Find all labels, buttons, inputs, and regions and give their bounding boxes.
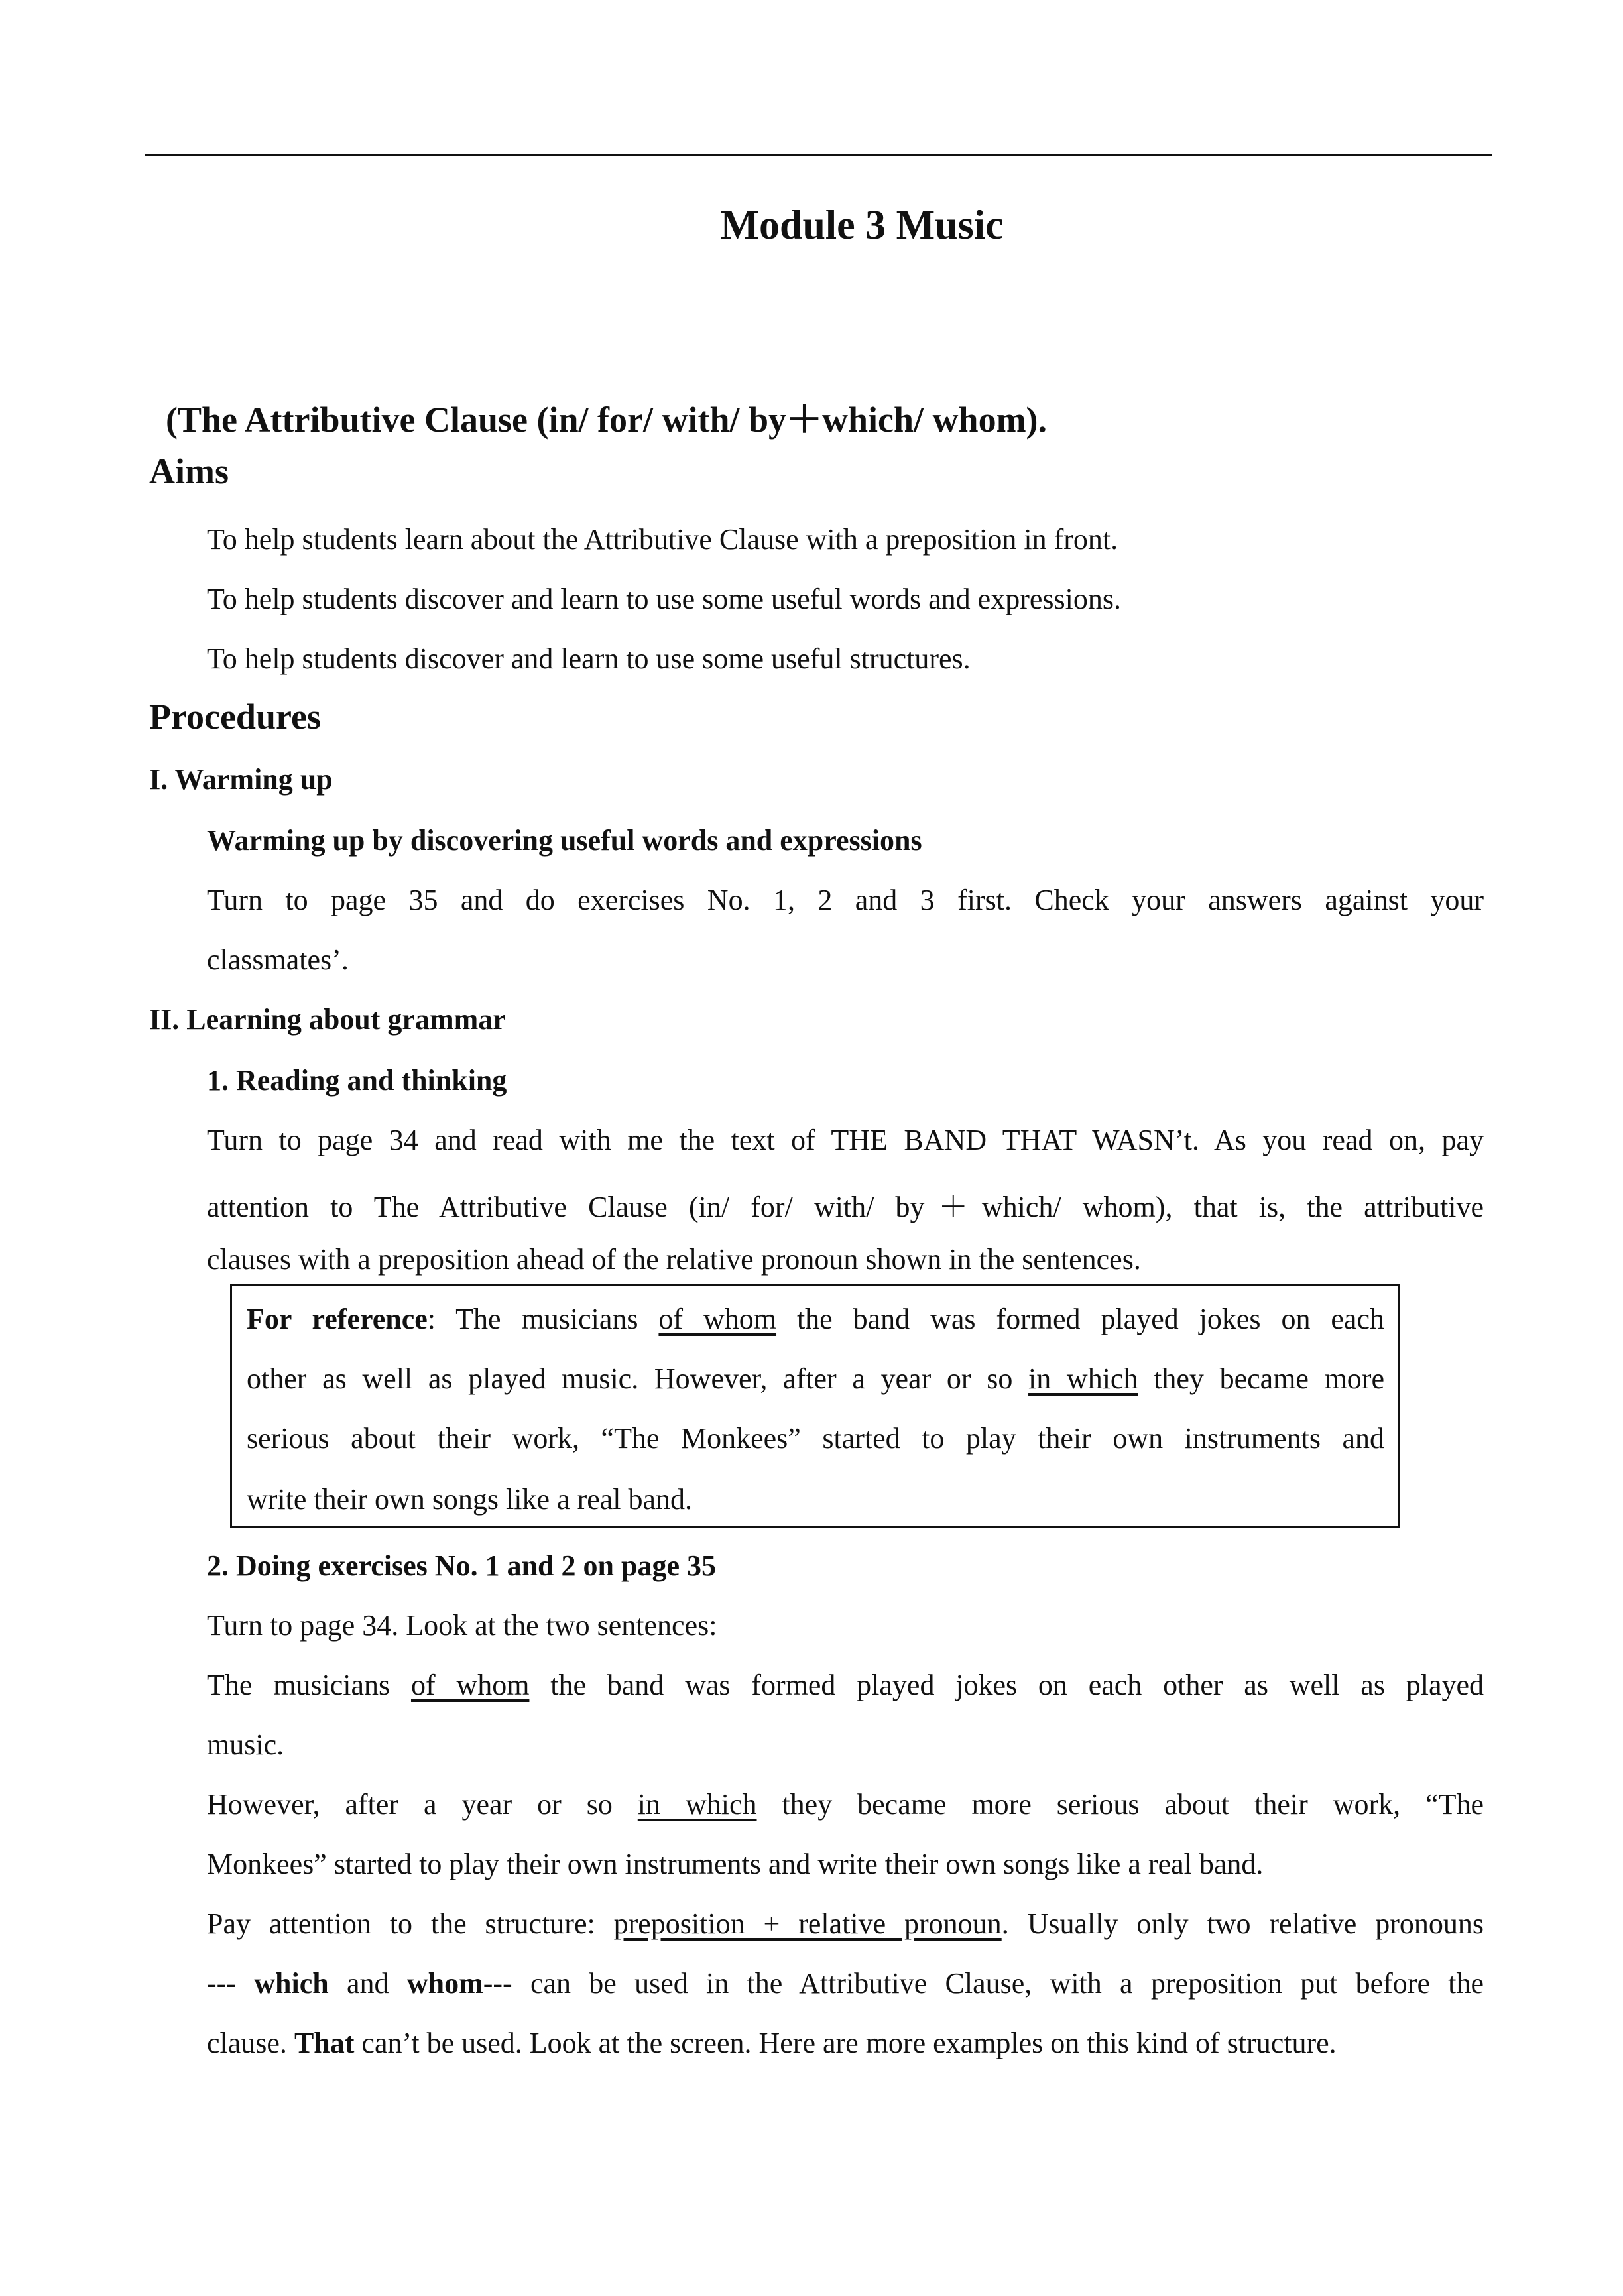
reference-line: For reference: The musicians of whom the band was formed played jokes on each (247, 1303, 1384, 1335)
document-title: Module 3 Music (720, 203, 1004, 248)
aims-item: To help students learn about the Attributive Clause with a preposition in front. (207, 523, 1118, 556)
reading-thinking-heading: 1. Reading and thinking (207, 1064, 507, 1097)
warming-up-text: classmates’. (207, 943, 349, 976)
example-sentence: music. (207, 1728, 284, 1761)
underlined-phrase: preposition + relative pronoun (613, 1907, 1002, 1940)
bold-term: That (294, 2027, 355, 2059)
procedures-heading: Procedures (149, 697, 321, 737)
reference-line: other as well as played music. However, after a year or so in which they became more (247, 1362, 1384, 1395)
aims-item: To help students discover and learn to use some useful words and expressions. (207, 583, 1121, 615)
exercises-text: Pay attention to the structure: preposition + relative pronoun. Usually only two relative pronouns (207, 1907, 1484, 1940)
reading-text: attention to The Attributive Clause (in/ for/ with/ by＋which/ whom), that is, the attributive (207, 1191, 1484, 1223)
reading-text: clauses with a preposition ahead of the relative pronoun shown in the sentences. (207, 1243, 1141, 1276)
warming-up-text: Turn to page 35 and do exercises No. 1, 2 and 3 first. Check your answers against your (207, 884, 1484, 916)
reference-line: write their own songs like a real band. (247, 1483, 693, 1516)
example-sentence: However, after a year or so in which they became more serious about their work, “The (207, 1788, 1484, 1821)
example-sentence: Monkees” started to play their own instruments and write their own songs like a real band. (207, 1848, 1264, 1880)
aims-heading: Aims (149, 452, 229, 491)
reference-label: For reference (247, 1303, 428, 1335)
underlined-phrase: in which (637, 1788, 757, 1821)
exercises-text: --- which and whom--- can be used in the Attributive Clause, with a preposition put before the (207, 1967, 1484, 2000)
header-rule (145, 154, 1492, 156)
learning-grammar-heading: II. Learning about grammar (149, 1003, 506, 1036)
exercises-heading: 2. Doing exercises No. 1 and 2 on page 35 (207, 1549, 716, 1582)
warming-up-heading: I. Warming up (149, 763, 333, 796)
document-subtitle: (The Attributive Clause (in/ for/ with/ by＋which/ whom). (166, 400, 1048, 440)
reading-text: Turn to page 34 and read with me the text of THE BAND THAT WASN’t. As you read on, pay (207, 1124, 1484, 1156)
aims-item: To help students discover and learn to use some useful structures. (207, 642, 971, 675)
underlined-phrase: of whom (410, 1669, 530, 1701)
exercises-text: clause. That can’t be used. Look at the screen. Here are more examples on this kind of structure. (207, 2027, 1337, 2059)
bold-term: whom (406, 1967, 483, 2000)
underlined-phrase: in which (1028, 1362, 1138, 1395)
warming-up-subheading: Warming up by discovering useful words and expressions (207, 824, 922, 857)
underlined-phrase: of whom (658, 1303, 777, 1335)
exercises-text: Turn to page 34. Look at the two sentences: (207, 1609, 717, 1642)
reference-line: serious about their work, “The Monkees” started to play their own instruments and (247, 1422, 1384, 1455)
example-sentence: The musicians of whom the band was formed played jokes on each other as well as played (207, 1669, 1484, 1701)
bold-term: which (254, 1967, 329, 2000)
